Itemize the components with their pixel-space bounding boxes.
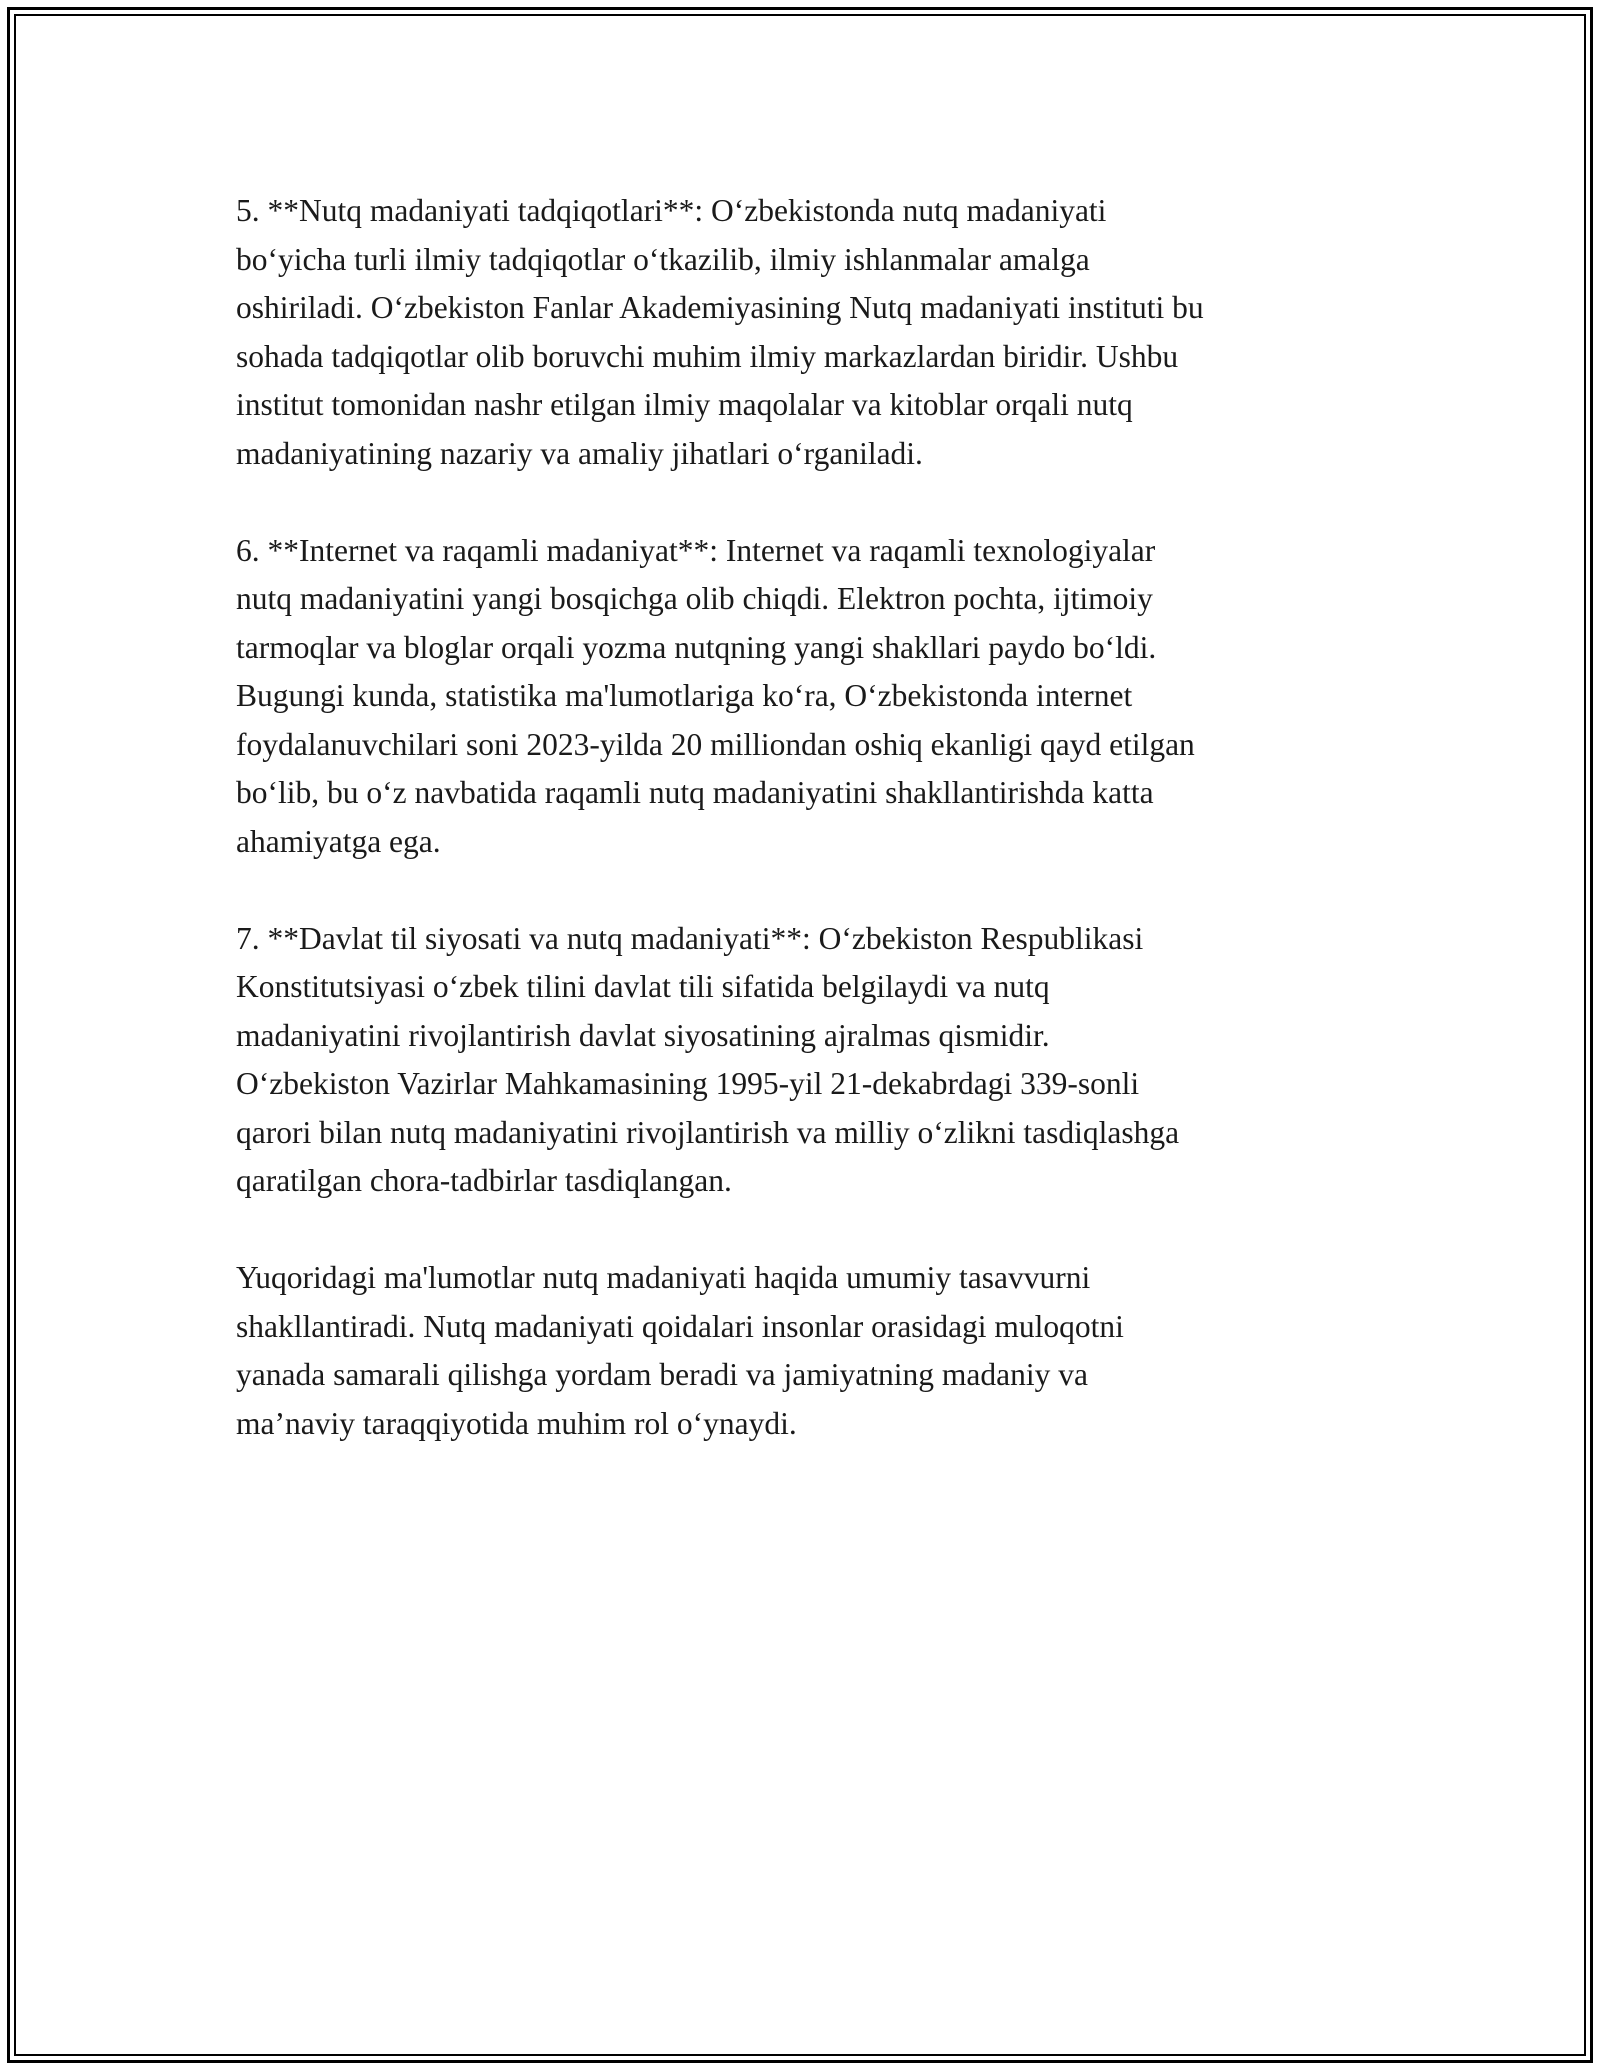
paragraph-conclusion: Yuqoridagi ma'lumotlar nutq madaniyati haqida umumiy tasavvurni shakllantiradi. Nutq madaniyati qoidalari insonlar orasidagi muloqotni yanada samarali qilishga yordam beradi va jamiyatning madaniy va ma’naviy taraqqiyotida muhim rol o‘ynaydi. (236, 1260, 1124, 1441)
paragraph-nutq-madaniyati-tadqiqotlari: 5. **Nutq madaniyati tadqiqotlari**: O‘zbekistonda nutq madaniyati bo‘yicha turli ilmiy tadqiqotlar o‘tkazilib, ilmiy ishlanmalar amalga oshiriladi. O‘zbekiston Fanlar Akademiyasining Nutq madaniyati instituti bu sohada tadqiqotlar olib boruvchi muhim ilmiy markazlardan biridir. Ushbu institut tomonidan nashr etilgan ilmiy maqolalar va kitoblar orqali nutq madaniyatining nazariy va amaliy jihatlari o‘rganiladi. (236, 193, 1204, 471)
document-body (236, 187, 1376, 1497)
paragraph-internet-va-raqamli-madaniyat: 6. **Internet va raqamli madaniyat**: Internet va raqamli texnologiyalar nutq madaniyatini yangi bosqichga olib chiqdi. Elektron pochta, ijtimoiy tarmoqlar va bloglar orqali yozma nutqning yangi shakllari paydo bo‘ldi. Bugungi kunda, statistika ma'lumotlariga ko‘ra, O‘zbekistonda internet foydalanuvchilari soni 2023-yilda 20 milliondan oshiq ekanligi qayd etilgan bo‘lib, bu o‘z navbatida raqamli nutq madaniyatini shakllantirishda katta ahamiyatga ega. (236, 532, 1195, 859)
paragraph-davlat-til-siyosati: 7. **Davlat til siyosati va nutq madaniyati**: O‘zbekiston Respublikasi Konstitutsiyasi o‘zbek tilini davlat tili sifatida belgilaydi va nutq madaniyatini rivojlantirish davlat siyosatining ajralmas qismidir. O‘zbekiston Vazirlar Mahkamasining 1995-yil 21-dekabrdagi 339-sonli qarori bilan nutq madaniyatini rivojlantirish va milliy o‘zlikni tasdiqlashga qaratilgan chora-tadbirlar tasdiqlangan. (236, 920, 1180, 1198)
